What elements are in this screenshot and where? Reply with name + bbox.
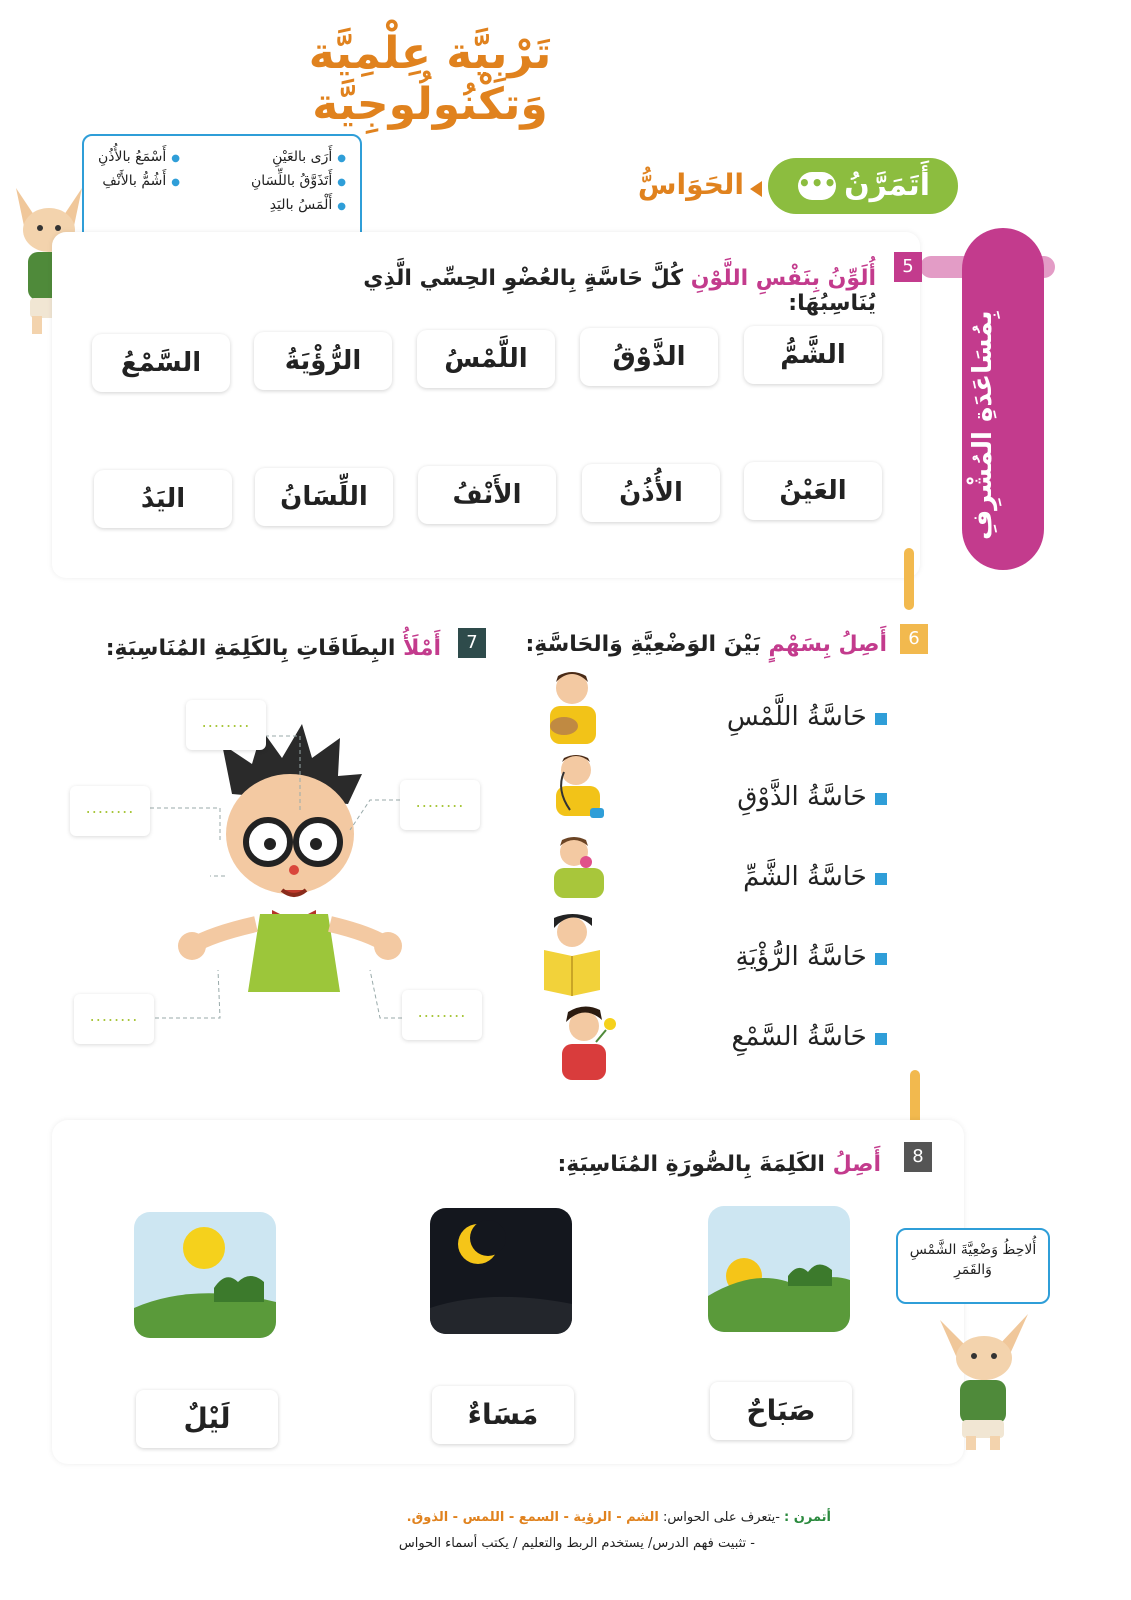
footer-line-1-prefix: -يتعرف على الحواس: <box>663 1510 780 1525</box>
question-8-instruction: الكَلِمَةَ بِالصُّورَةِ المُنَاسِبَةِ: <box>557 1152 825 1177</box>
footer-label: أتمرن : <box>784 1510 831 1525</box>
label-card-right-lower[interactable]: ........ <box>402 990 482 1040</box>
bullet-square-icon <box>875 713 887 725</box>
topic-title: الحَوَاسُّ <box>637 168 744 201</box>
question-7-instruction: البِطَاقَاتِ بِالكَلِمَةِ المُنَاسِبَةِ: <box>105 636 396 661</box>
sense-option[interactable] <box>727 702 887 732</box>
footer-line-2 <box>295 1536 755 1551</box>
question-6-verb: أَصِلُ بِسَهْمٍ <box>768 632 887 657</box>
bullet-square-icon <box>875 873 887 885</box>
child-petting-cat-picture[interactable] <box>536 668 600 738</box>
night-moon-scene[interactable] <box>430 1208 572 1334</box>
bubble-item: ● أَشُمُّ بالأَنْفِ <box>98 170 180 194</box>
chat-bubble-icon: ••• <box>798 172 836 200</box>
question-5-text <box>276 266 876 316</box>
practice-label: أَتَمَرَّنُ <box>844 168 930 203</box>
word-card-evening[interactable]: مَسَاءٌ <box>432 1386 574 1444</box>
footer-line-1-items: الشم - الرؤية - السمع - اللمس - الذوق. <box>406 1510 659 1525</box>
sense-card[interactable]: الشَّمُّ <box>744 326 882 384</box>
sense-card[interactable]: الرُّؤْيَةُ <box>254 332 392 390</box>
organ-card[interactable]: اللِّسَانُ <box>255 468 393 526</box>
question-7-text <box>101 636 441 661</box>
fox-character-bottom <box>936 1300 1032 1450</box>
question-8-verb: أَصِلُ <box>832 1152 881 1177</box>
organ-card[interactable]: اليَدُ <box>94 470 232 528</box>
child-smelling-flower-picture[interactable] <box>556 1002 620 1072</box>
footer-line-2-text: - تثبيت فهم الدرس/ يستخدم الربط والتعليم / يكتب أسماء الحواس <box>398 1536 755 1551</box>
label-card-top[interactable]: ........ <box>186 700 266 750</box>
organ-card[interactable]: العَيْنُ <box>744 462 882 520</box>
sense-card[interactable]: السَّمْعُ <box>92 334 230 392</box>
sense-card[interactable]: الذَّوْقُ <box>580 328 718 386</box>
question-6-text <box>507 632 887 657</box>
bubble-item: ● أَسْمَعُ بالأُذُنِ <box>98 146 180 170</box>
word-card-morning[interactable]: صَبَاحٌ <box>710 1382 852 1440</box>
arrow-left-icon <box>750 181 762 197</box>
sense-option-label: حَاسَّةُ اللَّمْسِ <box>726 702 867 732</box>
sense-card[interactable]: اللَّمْسُ <box>417 330 555 388</box>
sense-option-label: حَاسَّةُ الذَّوْقِ <box>737 782 867 812</box>
label-card-left-upper[interactable]: ........ <box>70 786 150 836</box>
sense-option[interactable] <box>743 862 887 892</box>
sidebar-label: بِمُسَاعَدَةِ المُشْرِفِ <box>968 310 998 540</box>
bullet-square-icon <box>875 1033 887 1045</box>
bullet-square-icon <box>875 953 887 965</box>
bubble-item: ● أَرَى بالعَيْنِ <box>251 146 346 170</box>
word-card-night[interactable]: لَيْلٌ <box>136 1390 278 1448</box>
divider-bar <box>904 548 914 610</box>
question-5-instruction: كُلَّ حَاسَّةٍ بِالعُضْوِ الحِسِّي الَّذِي يُنَاسِبُهَا: <box>363 266 876 316</box>
bubble-item: ● أَتَذَوَّقُ باللِّسَانِ <box>251 170 346 194</box>
question-number-badge: 5 <box>894 252 922 282</box>
sense-option[interactable] <box>736 942 887 972</box>
bubble-item: ● أَلْمَسُ باليَدِ <box>251 194 346 218</box>
label-card-left-lower[interactable]: ........ <box>74 994 154 1044</box>
question-number-badge: 7 <box>458 628 486 658</box>
child-on-telephone-picture[interactable] <box>540 750 604 820</box>
organ-card[interactable]: الأَنْفُ <box>418 466 556 524</box>
bullet-square-icon <box>875 793 887 805</box>
question-number-badge: 6 <box>900 624 928 654</box>
sense-option[interactable] <box>732 1022 887 1052</box>
midday-sun-scene[interactable] <box>134 1212 276 1338</box>
practice-header <box>768 158 958 214</box>
sense-option[interactable] <box>737 782 887 812</box>
question-number-badge: 8 <box>904 1142 932 1172</box>
question-8-text <box>521 1152 881 1177</box>
question-6-instruction: بَيْنَ الوَضْعِيَّةِ وَالحَاسَّةِ: <box>525 632 761 657</box>
speech-bubble <box>82 134 362 244</box>
sunrise-scene[interactable] <box>708 1206 850 1332</box>
leader-lines <box>70 700 490 1030</box>
fox-note-text: أُلاحِظُ وَضْعِيَّةَ الشَّمْسِ وَالقَمَرِ <box>909 1242 1037 1278</box>
question-5-verb: أُلَوِّنُ بِنَفْسِ اللَّوْنِ <box>690 266 876 291</box>
child-eating-picture[interactable] <box>544 834 608 904</box>
footer-line-1 <box>271 1510 831 1525</box>
child-reading-book-picture[interactable] <box>538 910 602 980</box>
sense-option-label: حَاسَّةُ الرُّؤْيَةِ <box>735 942 867 972</box>
organ-card[interactable]: الأُذُنُ <box>582 464 720 522</box>
sense-option-label: حَاسَّةُ السَّمْعِ <box>731 1022 867 1052</box>
fox-note-bubble <box>896 1228 1050 1304</box>
question-7-verb: أَمْلَأُ <box>403 636 441 661</box>
label-card-right-upper[interactable]: ........ <box>400 780 480 830</box>
sense-option-label: حَاسَّةُ الشَّمِّ <box>743 862 867 892</box>
page-title: تَرْبِيَّة عِلْمِيَّة وَتكْنُولُوجِيَّة <box>308 28 552 130</box>
